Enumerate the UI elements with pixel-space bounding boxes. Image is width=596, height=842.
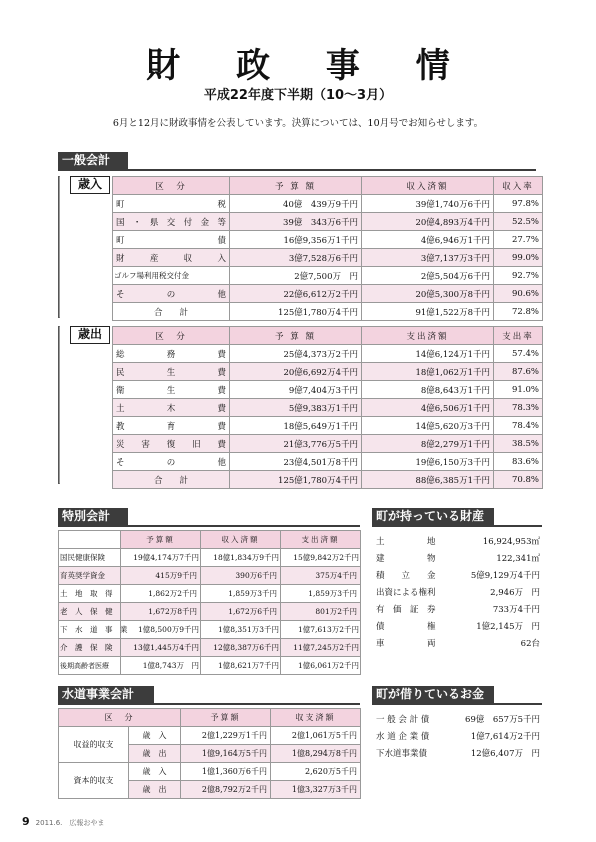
special-account-table <box>58 530 361 675</box>
list-item: 土 地 16,924,953㎡ <box>376 537 540 547</box>
special-account-section <box>58 508 360 527</box>
list-item: 建 物 122,341㎡ <box>376 554 540 564</box>
list-item: 車 両 62台 <box>376 639 540 649</box>
header-spent: 支出済額 <box>281 531 361 549</box>
special-account-heading: 特別会計 <box>58 508 128 525</box>
header-budget: 予算額 <box>181 709 271 727</box>
assets-heading: 町が持っている財産 <box>372 508 494 525</box>
list-item: 債 権 1億2,145万 円 <box>376 622 540 632</box>
header-category: 区 分 <box>113 177 230 195</box>
section-rule <box>372 525 542 527</box>
header-rate: 収入率 <box>494 177 543 195</box>
revenue-label: 歳入 <box>70 176 110 194</box>
table-row-total: 合 計 125億1,780万4千円 91億1,522万8千円 72.8% <box>113 303 543 321</box>
expenditure-frame <box>58 326 60 484</box>
header-category: 区 分 <box>59 709 181 727</box>
revenue-table <box>112 176 543 321</box>
table-row: 民 生 費 20億6,692万4千円 18億1,062万1千円 87.6% <box>113 363 543 381</box>
section-rule <box>58 525 360 527</box>
intro-text: 6月と12月に財政事情を公表しています。決算については、10月号でお知らせします。 <box>112 118 484 129</box>
list-item: 積 立 金 5億9,129万4千円 <box>376 571 540 581</box>
table-row: 総 務 費 25億4,373万2千円 14億6,124万1千円 57.4% <box>113 345 543 363</box>
section-rule <box>58 703 360 705</box>
water-account-section <box>58 686 360 705</box>
table-row: 国民健康保険 19億4,174万7千円 18億1,834万9千円 15億9,842万2千円 <box>59 549 361 567</box>
water-account-heading: 水道事業会計 <box>58 686 154 703</box>
page-subtitle: 平成22年度下半期（10〜3月） <box>203 88 393 103</box>
revenue-frame <box>58 176 60 318</box>
table-row: ゴルフ場利用税交付金 2億7,500万 円 2億5,504万6千円 92.7% <box>113 267 543 285</box>
list-item: 水 道 企 業 債 1億7,614万2千円 <box>376 732 540 742</box>
table-row: 歳 出 2億8,792万2千円 1億3,327万3千円 <box>59 781 361 799</box>
list-item: 下水道事業債 12億6,407万 円 <box>376 749 540 759</box>
list-item: 出資による権利 2,946万 円 <box>376 588 540 598</box>
list-item: 一 般 会 計 債 69億 657万5千円 <box>376 715 540 725</box>
page-title: 財 政 事 情 <box>146 46 472 86</box>
expenditure-label: 歳出 <box>70 326 110 344</box>
table-row-total: 合 計 125億1,780万4千円 88億6,385万1千円 70.8% <box>113 471 543 489</box>
expenditure-table <box>112 326 543 489</box>
header-budget: 予算額 <box>121 531 201 549</box>
debt-list <box>376 712 540 763</box>
footer <box>22 815 104 828</box>
assets-section <box>372 508 542 527</box>
table-row: 土 木 費 5億9,383万1千円 4億6,506万1千円 78.3% <box>113 399 543 417</box>
header-budget: 予 算 額 <box>230 177 362 195</box>
table-row: そ の 他 23億4,501万8千円 19億6,150万3千円 83.6% <box>113 453 543 471</box>
table-row: 後期高齢者医療 1億8,743万 円 1億8,621万7千円 1億6,061万2千円 <box>59 657 361 675</box>
table-row: 土 地 取 得 1,862万2千円 1,859万3千円 1,859万3千円 <box>59 585 361 603</box>
table-row: 収益的収支 歳 入 2億1,229万1千円 2億1,061万5千円 <box>59 727 361 745</box>
table-row: 国・県交付金等 39億 343万6千円 20億4,893万4千円 52.5% <box>113 213 543 231</box>
table-row: 衛 生 費 9億7,404万3千円 8億8,643万1千円 91.0% <box>113 381 543 399</box>
water-account-table <box>58 708 361 799</box>
list-item: 有 価 証 券 733万4千円 <box>376 605 540 615</box>
table-row: 町 税 40億 439万9千円 39億1,740万6千円 97.8% <box>113 195 543 213</box>
debt-section <box>372 686 542 705</box>
header-settled: 収支済額 <box>271 709 361 727</box>
table-row: 介 護 保 険 13億1,445万4千円 12億8,387万6千円 11億7,245万2千円 <box>59 639 361 657</box>
section-rule <box>58 169 536 171</box>
table-row: 歳 出 1億9,164万5千円 1億8,294万8千円 <box>59 745 361 763</box>
table-row: 資本的収支 歳 入 1億1,360万6千円 2,620万5千円 <box>59 763 361 781</box>
section-rule <box>372 703 542 705</box>
table-row: 老 人 保 健 1,672万8千円 1,672万6千円 801万2千円 <box>59 603 361 621</box>
table-row: そ の 他 22億6,612万2千円 20億5,300万8千円 90.6% <box>113 285 543 303</box>
general-account-heading: 一般会計 <box>58 152 128 169</box>
table-row: 育英奨学資金 415万9千円 390万6千円 375万4千円 <box>59 567 361 585</box>
page-number: 9 <box>22 815 30 828</box>
header-budget: 予 算 額 <box>230 327 362 345</box>
assets-list <box>376 534 540 653</box>
debt-heading: 町が借りているお金 <box>372 686 494 703</box>
table-row: 下 水 道 事 業 1億8,500万9千円 1億8,351万3千円 1億7,613万2千円 <box>59 621 361 639</box>
general-account-section <box>58 152 536 171</box>
issue-info: 2011.6. 広報おやま <box>35 819 105 827</box>
header-category: 区 分 <box>113 327 230 345</box>
header-rate: 支出率 <box>494 327 543 345</box>
table-row: 財 産 収 入 3億7,528万6千円 3億7,137万3千円 99.0% <box>113 249 543 267</box>
header-received: 収入済額 <box>362 177 494 195</box>
header-received: 収入済額 <box>201 531 281 549</box>
header-spent: 支出済額 <box>362 327 494 345</box>
table-row: 町 債 16億9,356万1千円 4億6,946万1千円 27.7% <box>113 231 543 249</box>
table-row: 教 育 費 18億5,649万1千円 14億5,620万3千円 78.4% <box>113 417 543 435</box>
table-row: 災 害 復 旧 費 21億3,776万5千円 8億2,279万1千円 38.5% <box>113 435 543 453</box>
